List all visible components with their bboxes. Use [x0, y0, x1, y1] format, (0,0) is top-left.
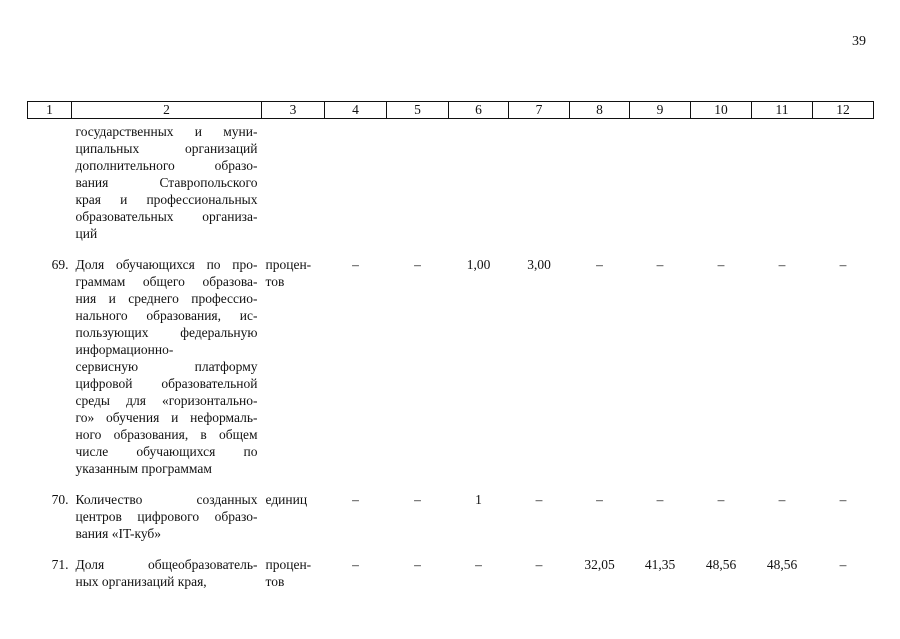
header-col-11: 11 — [752, 102, 813, 119]
table-row — [28, 556, 874, 590]
row-number: 70. — [51, 492, 69, 507]
value-col-5: – — [414, 257, 421, 272]
continuation-text — [72, 119, 262, 243]
value-col-5: – — [414, 557, 421, 572]
unit-line: тов — [265, 574, 285, 589]
value-col-10: – — [717, 492, 725, 507]
page-number: 39 — [852, 34, 866, 49]
value-col-8: – — [596, 257, 603, 272]
continuation-text-line: ципальных организаций — [75, 141, 258, 156]
header-row — [28, 102, 874, 119]
value-col-7: 3,00 — [527, 257, 551, 272]
unit-line: процен- — [265, 257, 312, 272]
indicator-name-line: ного образования, в общем — [75, 427, 258, 442]
value-col-5: – — [414, 492, 421, 507]
header-col-10: 10 — [691, 102, 752, 119]
header-col-6: 6 — [449, 102, 509, 119]
continuation-text-line: государственных и муни- — [75, 124, 258, 139]
value-col-6: 1,00 — [466, 257, 491, 272]
indicator-name-line: ных организаций края, — [75, 574, 207, 589]
header-col-7: 7 — [509, 102, 570, 119]
indicator-name-line: ния и среднего профессио- — [75, 291, 258, 306]
row-number: 69. — [51, 257, 69, 272]
indicator-name-line: указанным программам — [75, 461, 212, 476]
value-col-12: – — [839, 557, 847, 572]
header-col-5: 5 — [387, 102, 449, 119]
value-col-11: – — [778, 492, 786, 507]
continuation-text-line: вания Ставропольского — [75, 175, 258, 190]
value-col-12: – — [839, 492, 847, 507]
continuation-text-line: образовательных организа- — [75, 209, 258, 224]
indicator-name — [72, 556, 262, 590]
unit-line: тов — [265, 274, 285, 289]
indicator-name-line: граммам общего образова- — [75, 274, 258, 289]
header-col-12: 12 — [813, 102, 874, 119]
value-col-9: – — [656, 492, 664, 507]
value-col-4: – — [352, 257, 359, 272]
value-col-12: – — [839, 257, 847, 272]
indicator-name — [72, 256, 262, 477]
value-col-8: 32,05 — [584, 557, 615, 572]
table-header — [28, 102, 874, 119]
indicator-name-line: Доля общеобразователь- — [75, 557, 258, 572]
indicator-name-line: вания «IT-куб» — [75, 526, 162, 541]
header-col-1: 1 — [28, 102, 72, 119]
continuation-row — [28, 119, 874, 243]
header-col-4: 4 — [325, 102, 387, 119]
value-col-10: – — [717, 257, 725, 272]
unit-of-measure — [262, 256, 325, 477]
indicators-table-grid — [27, 101, 874, 590]
value-col-11: 48,56 — [766, 557, 798, 572]
value-col-10: 48,56 — [705, 557, 737, 572]
value-col-4: – — [352, 492, 359, 507]
value-col-9: 41,35 — [644, 557, 676, 572]
continuation-num — [28, 119, 72, 243]
value-col-7: – — [535, 492, 543, 507]
unit-of-measure — [262, 556, 325, 590]
table-row — [28, 491, 874, 542]
unit-line: процен- — [265, 557, 312, 572]
indicator-name-line: пользующих федеральную — [75, 325, 258, 340]
continuation-text-line: дополнительного образо- — [75, 158, 258, 173]
indicator-name — [72, 491, 262, 542]
table-row — [28, 256, 874, 477]
unit-line: единиц — [265, 492, 308, 507]
indicator-name-line: цифровой образовательной — [75, 376, 258, 391]
value-col-6: – — [475, 557, 482, 572]
indicators-table — [27, 101, 873, 590]
indicator-name-line: числе обучающихся по — [75, 444, 258, 459]
indicator-name-line: Количество созданных — [75, 492, 258, 507]
value-col-9: – — [656, 257, 664, 272]
row-number: 71. — [51, 557, 69, 572]
unit-of-measure — [262, 491, 325, 542]
indicator-name-line: центров цифрового образо- — [75, 509, 258, 524]
header-col-3: 3 — [262, 102, 325, 119]
indicator-name-line: информационно- — [75, 342, 174, 357]
indicator-name-line: сервисную платформу — [75, 359, 258, 374]
value-col-11: – — [778, 257, 786, 272]
header-col-8: 8 — [570, 102, 630, 119]
continuation-text-line: края и профессиональных — [75, 192, 258, 207]
value-col-8: – — [596, 492, 603, 507]
header-col-9: 9 — [630, 102, 691, 119]
indicator-name-line: Доля обучающихся по про- — [75, 257, 258, 272]
header-col-2: 2 — [72, 102, 262, 119]
value-col-7: – — [535, 557, 543, 572]
indicator-name-line: нального образования, ис- — [75, 308, 258, 323]
indicator-name-line: го» обучения и неформаль- — [75, 410, 258, 425]
indicator-name-line: среды для «горизонтально- — [75, 393, 258, 408]
value-col-6: 1 — [475, 492, 482, 507]
value-col-4: – — [352, 557, 359, 572]
table-body — [28, 119, 874, 591]
continuation-text-line: ций — [75, 226, 98, 241]
